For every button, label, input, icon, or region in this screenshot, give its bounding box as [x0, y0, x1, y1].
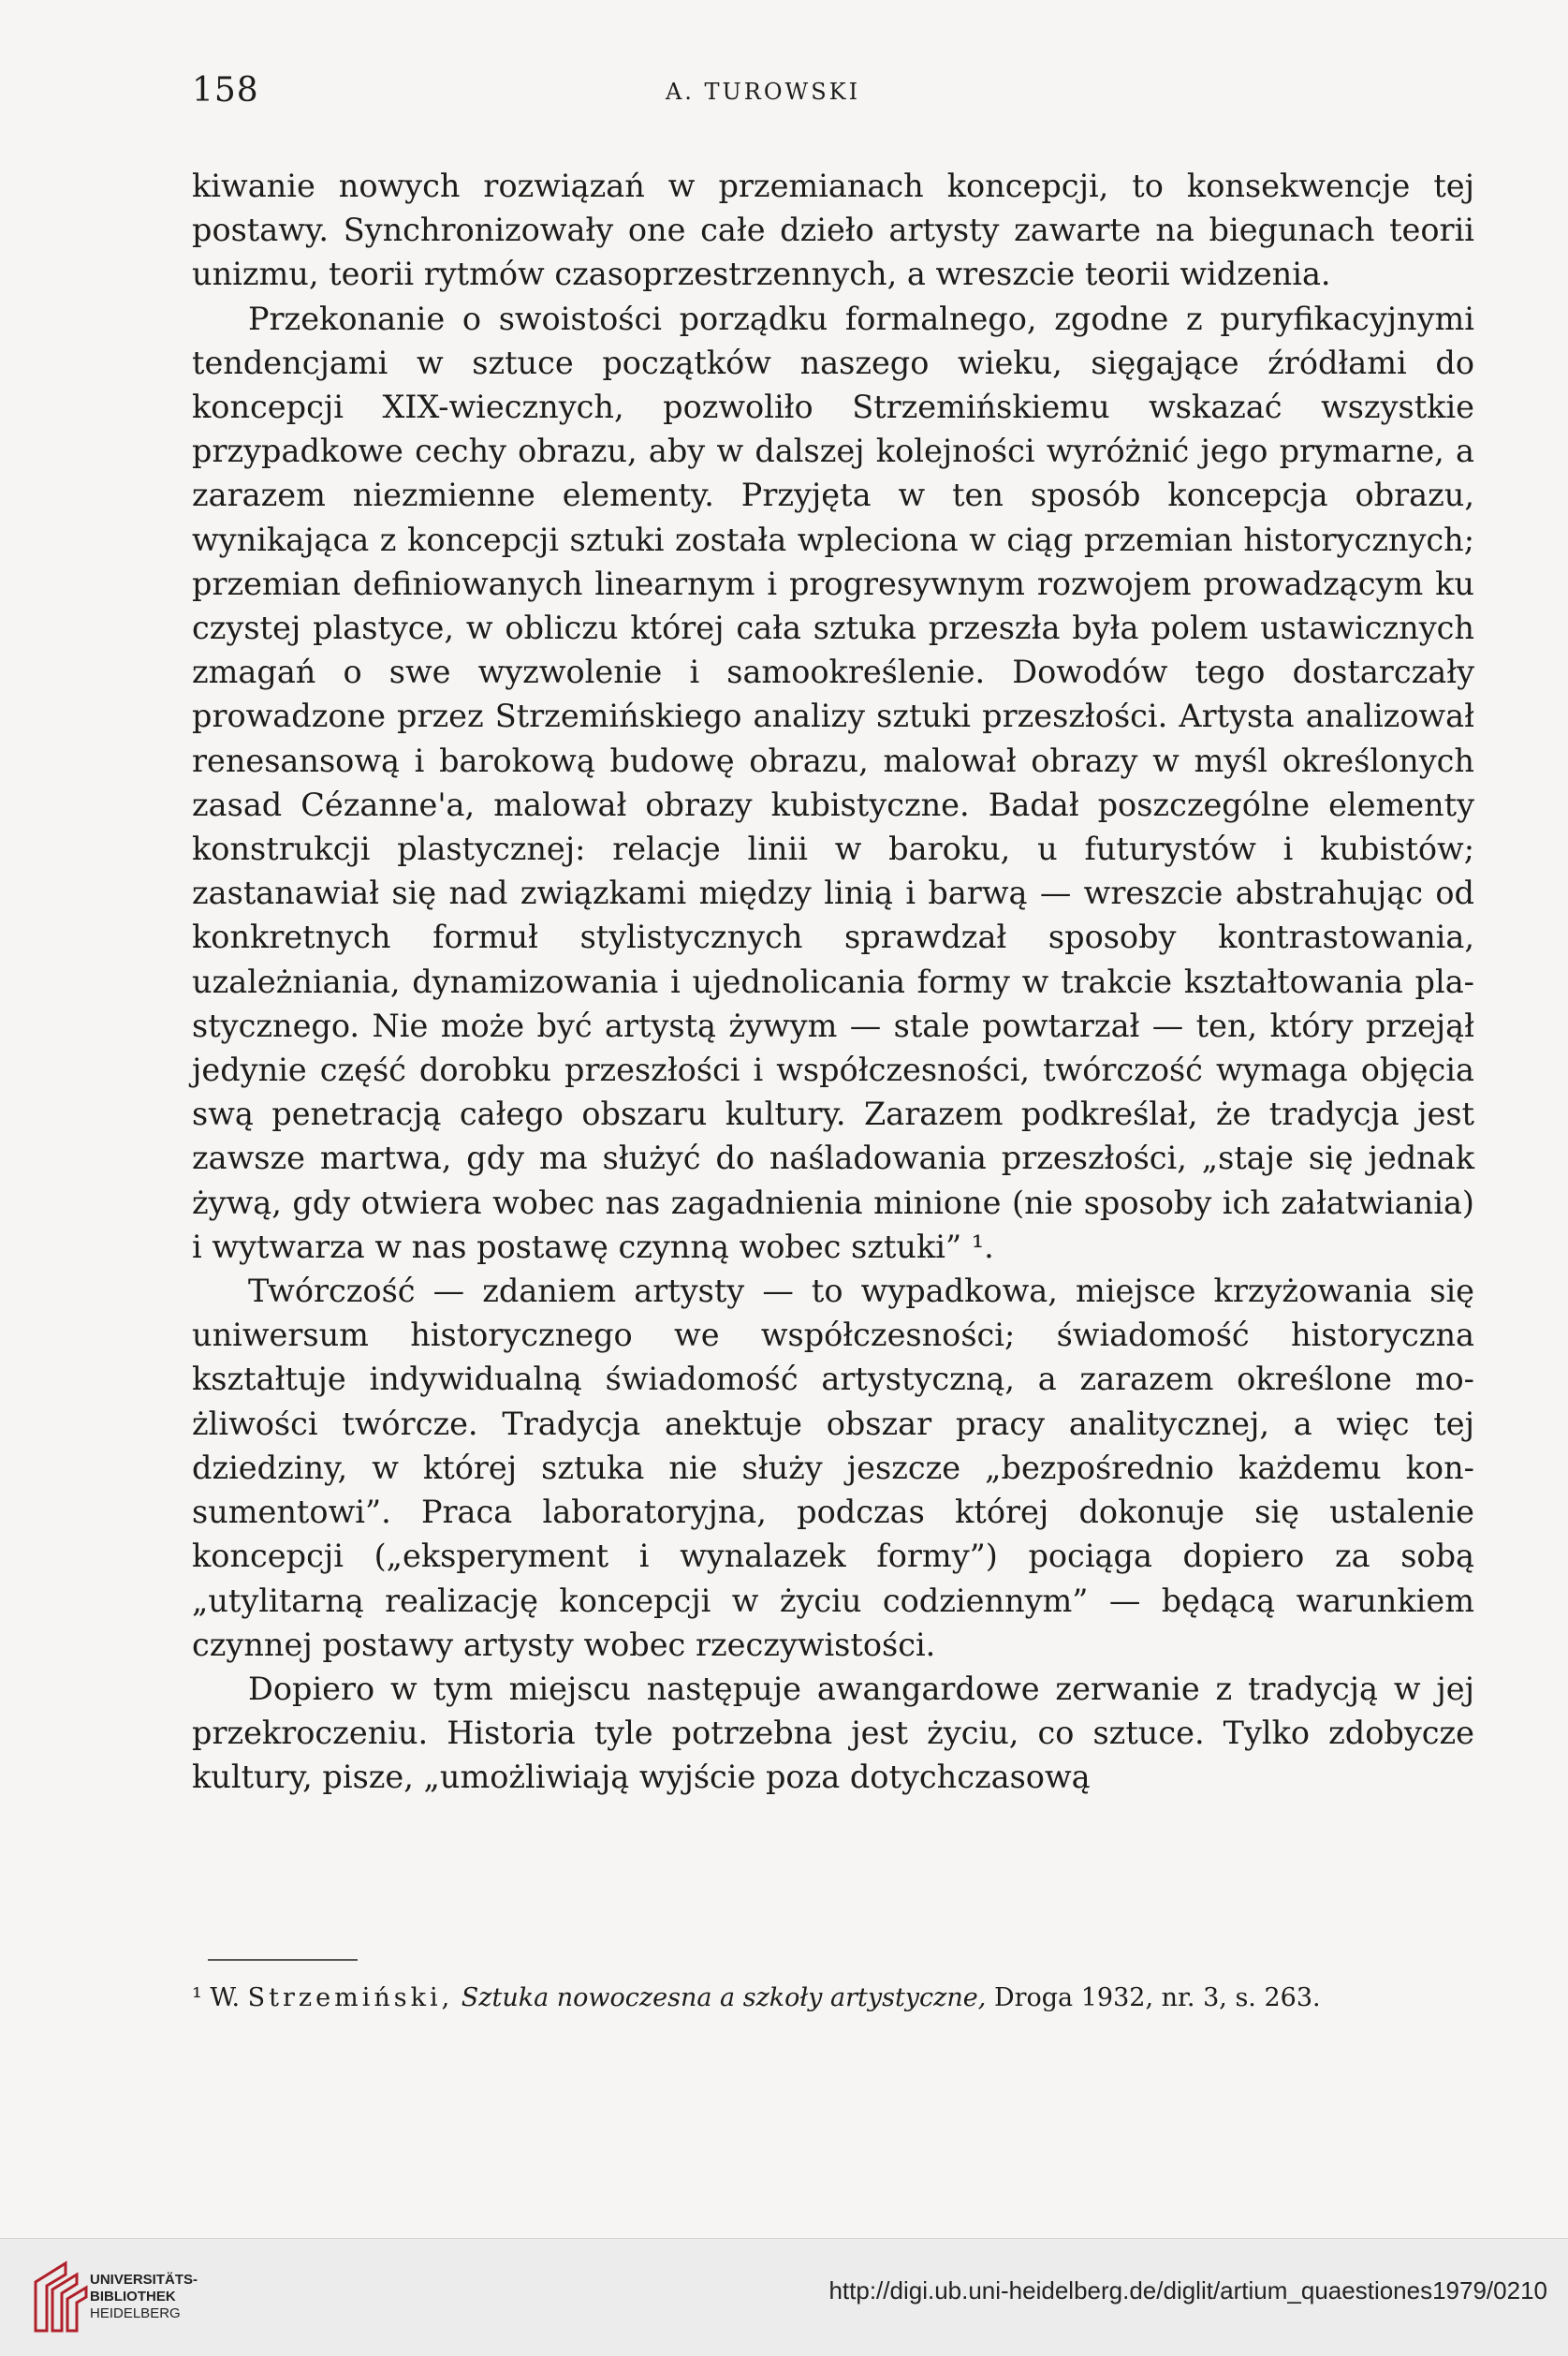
paragraph: Przekonanie o swoistości porządku formalnego, zgodne z puryfikacyjnymi tendencjami w sztuce początków naszego wieku, sięgające źródłami do koncepcji XIX-wiecznych, pozwoliło Strzemińskiemu wskazać wszystkie przypadkowe cechy obrazu, aby w dalszej kolejności wyróżnić jego prymarne, a zarazem niezmienne elementy. Przyjęta w ten sposób koncepcja obrazu, wynikająca z koncepcji sztuki została wpleciona w ciąg przemian historycznych; przemian definiowanych linearnym i progresywnym rozwojem prowadzącym ku czystej plastyce, w obliczu której cała sztuka przeszła była polem ustawicznych zmagań o swe wyzwolenie i samookreślenie. Dowodów tego dostarczały prowadzone przez Strzemińskiego analizy sztuki przeszłości. Artysta analizował renesansową i barokową budowę obrazu, malował obrazy w myśl określonych zasad Cézanne'a, malował obrazy kubistyczne. Badał poszczególne elementy konstrukcji plastycznej: relacje linii w baroku, u futurystów i kubistów; zastanawiał się nad związkami między linią i barwą — wreszcie abstrahując od konkretnych formuł stylistycznych sprawdzał sposoby kontrastowania, uzależniania, dynamizowania i ujednolicania formy w trakcie kształtowania plastycznego. Nie może być artystą żywym — stale powtarzał — ten, który przejął jedynie część dorobku przeszłości i współczesności, twórczość wymaga objęcia swą penetracją całego obszaru kultury. Zarazem podkreślał, że tradycja jest zawsze martwa, gdy ma służyć do naśladowania przeszłości, „staje się jednak żywą, gdy otwiera wobec nas zagadnienia minione (nie sposoby ich załatwiania) i wytwarza w nas postawę czynną wobec sztuki” ¹. [192, 300, 1474, 1265]
footnote-rule [208, 1959, 358, 1961]
footnote-rest: Droga 1932, nr. 3, s. 263. [993, 1983, 1321, 2012]
footnote-author: Strzemiński, [247, 1983, 454, 2012]
page-number: 158 [192, 71, 259, 110]
page-header [192, 71, 1334, 118]
footnote-marker: ¹ [192, 1983, 202, 2012]
running-head: A. TUROWSKI [665, 79, 861, 105]
paragraph: Twórczość — zdaniem artysty — to wypadkowa, miejsce krzyżowania się uniwersum historycznego we współczesności; świadomość historyczna kształtuje indywidualną świadomość artystyczną, a zarazem określone możliwości twórcze. Tradycja anektuje obszar pracy analitycznej, a więc tej dziedziny, w której sztuka nie służy jeszcze „bezpośrednio każdemu konsumentowi”. Praca laboratoryjna, podczas której dokonuje się ustalenie koncepcji („eksperyment i wynalazek formy”) pociąga dopiero za sobą „utylitarną realizację koncepcji w życiu codziennym” — będącą warunkiem czynnej postawy artysty wobec rzeczywistości. [192, 1273, 1474, 1663]
body-text [192, 164, 1474, 1800]
viewer-footer [0, 2238, 1568, 2356]
footnote [192, 1981, 1474, 2016]
paragraph: kiwanie nowych rozwiązań w przemianach koncepcji, to konsekwencje tej postawy. Synchronizowały one całe dzieło artysty zawarte na biegunach teorii unizmu, teorii rytmów czasoprzestrzennych, a wreszcie teorii widzenia. [192, 168, 1474, 293]
footnote-title: Sztuka nowoczesna a szkoły artystyczne, [461, 1983, 987, 2012]
paragraph: Dopiero w tym miejscu następuje awangardowe zerwanie z tradycją w jej przekroczeniu. Historia tyle potrzebna jest życiu, co sztuce. Tylko zdobycze kultury, pisze, „umożliwiają wyjście poza dotychczasową [192, 1670, 1474, 1796]
source-url-link[interactable]: http://digi.ub.uni-heidelberg.de/diglit/artium_quaestiones1979/0210 [828, 2276, 1547, 2304]
library-name: UNIVERSITÄTS- BIBLIOTHEK HEIDELBERG [90, 2272, 198, 2321]
footnote-initial: W. [210, 1983, 241, 2012]
